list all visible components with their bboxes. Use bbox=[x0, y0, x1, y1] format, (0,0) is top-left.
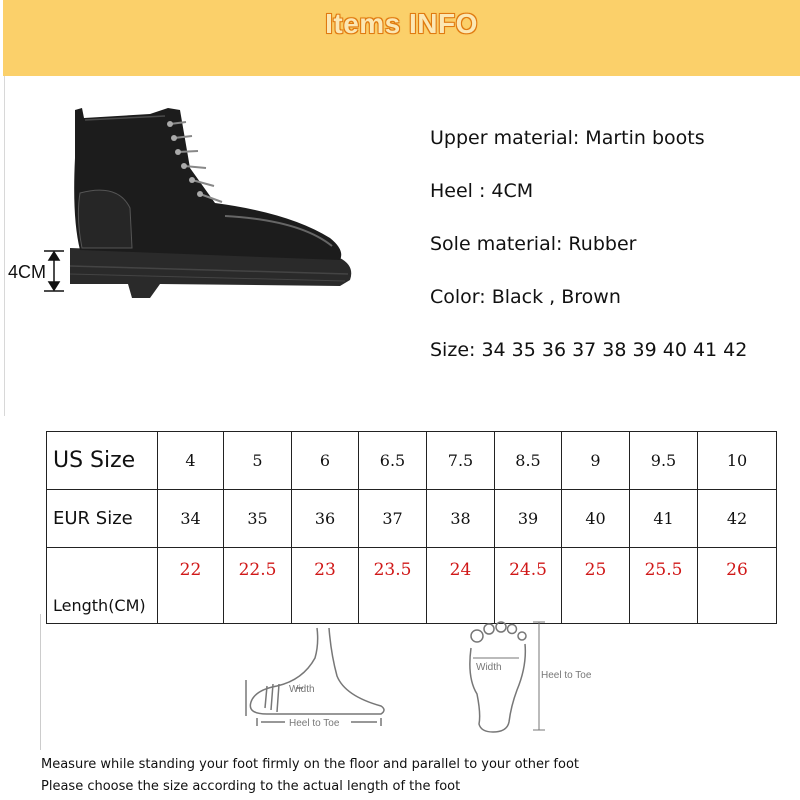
spec-color: Color: Black , Brown bbox=[430, 286, 621, 308]
boot-illustration bbox=[0, 98, 380, 318]
measurement-notes bbox=[41, 754, 579, 798]
side-length-label: Heel to Toe bbox=[289, 718, 340, 729]
length-cell: 25.5 bbox=[630, 548, 698, 624]
eur-size-cell: 37 bbox=[359, 490, 427, 548]
row-label-us: US Size bbox=[47, 432, 158, 490]
header-title: Items INFO bbox=[325, 8, 478, 39]
us-size-cell: 9.5 bbox=[630, 432, 698, 490]
table-row-length bbox=[47, 548, 777, 624]
us-size-cell: 6 bbox=[292, 432, 359, 490]
length-cell: 23.5 bbox=[359, 548, 427, 624]
eur-size-cell: 40 bbox=[562, 490, 630, 548]
side-foot-icon bbox=[246, 628, 384, 726]
length-cell: 22 bbox=[158, 548, 224, 624]
us-size-cell: 6.5 bbox=[359, 432, 427, 490]
eur-size-cell: 38 bbox=[427, 490, 495, 548]
foot-diagrams bbox=[41, 614, 611, 750]
spec-list bbox=[430, 120, 790, 385]
us-size-cell: 7.5 bbox=[427, 432, 495, 490]
us-size-cell: 5 bbox=[224, 432, 292, 490]
eur-size-cell: 42 bbox=[698, 490, 777, 548]
note-line-1: Measure while standing your foot firmly on the floor and parallel to your other foot bbox=[41, 757, 579, 772]
spec-size: Size: 34 35 36 37 38 39 40 41 42 bbox=[430, 339, 748, 361]
top-length-label: Heel to Toe bbox=[541, 670, 592, 681]
row-label-length: Length(CM) bbox=[47, 548, 158, 624]
table-row-us bbox=[47, 432, 777, 490]
length-cell: 24 bbox=[427, 548, 495, 624]
spec-upper-material: Upper material: Martin boots bbox=[430, 127, 705, 149]
table-row-eur bbox=[47, 490, 777, 548]
note-line-2: Please choose the size according to the actual length of the foot bbox=[41, 779, 461, 794]
row-label-eur: EUR Size bbox=[47, 490, 158, 548]
length-cell: 23 bbox=[292, 548, 359, 624]
eur-size-cell: 41 bbox=[630, 490, 698, 548]
top-width-label: Width bbox=[476, 662, 502, 673]
us-size-cell: 10 bbox=[698, 432, 777, 490]
side-width-label: Width bbox=[289, 684, 315, 695]
spec-sole-material: Sole material: Rubber bbox=[430, 233, 637, 255]
heel-height-label: 4CM bbox=[8, 262, 47, 282]
length-cell: 26 bbox=[698, 548, 777, 624]
us-size-cell: 8.5 bbox=[495, 432, 562, 490]
size-table bbox=[46, 431, 777, 624]
length-cell: 22.5 bbox=[224, 548, 292, 624]
foot-measure-diagram bbox=[40, 614, 611, 750]
header-banner bbox=[3, 0, 800, 76]
spec-heel: Heel : 4CM bbox=[430, 180, 534, 202]
top-foot-icon bbox=[470, 622, 545, 732]
length-cell: 24.5 bbox=[495, 548, 562, 624]
eur-size-cell: 36 bbox=[292, 490, 359, 548]
boot-image bbox=[0, 98, 380, 318]
eur-size-cell: 34 bbox=[158, 490, 224, 548]
us-size-cell: 4 bbox=[158, 432, 224, 490]
eur-size-cell: 39 bbox=[495, 490, 562, 548]
eur-size-cell: 35 bbox=[224, 490, 292, 548]
us-size-cell: 9 bbox=[562, 432, 630, 490]
length-cell: 25 bbox=[562, 548, 630, 624]
